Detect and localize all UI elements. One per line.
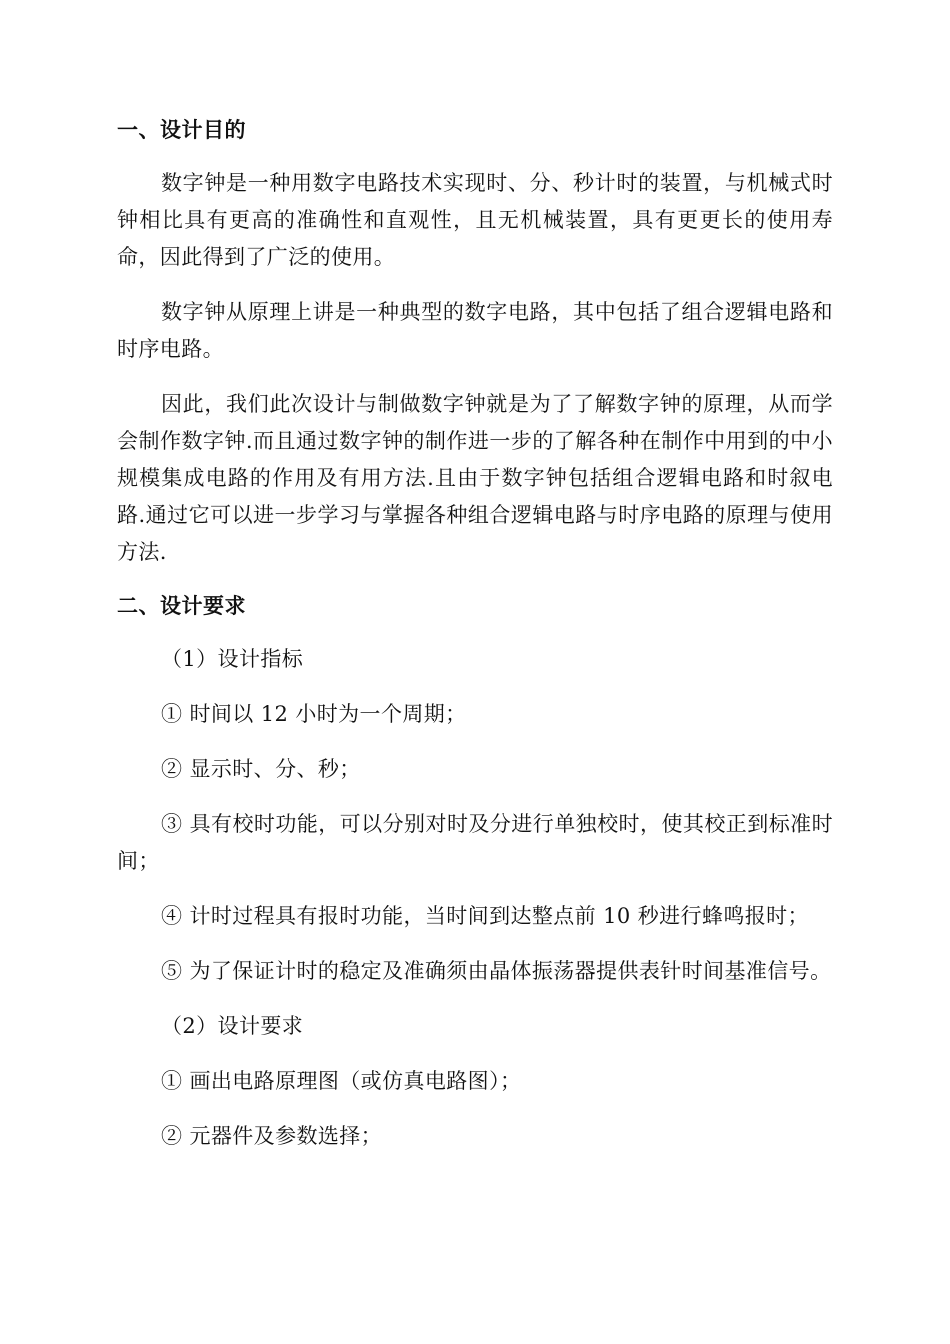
section-heading-design-requirements: 二、设计要求 [117, 594, 246, 618]
list-item: ① 画出电路原理图（或仿真电路图）； [161, 1069, 522, 1093]
list-item: ② 显示时、分、秒； [161, 757, 361, 781]
paragraph-2: 数字钟从原理上讲是一种典型的数字电路，其中包括了组合逻辑电路和时序电路。 [117, 300, 833, 361]
list-item: ③ 具有校时功能，可以分别对时及分进行单独校时，使其校正到标准时间； [117, 812, 833, 873]
paragraph-1: 数字钟是一种用数字电路技术实现时、分、秒计时的装置，与机械式时钟相比具有更高的准确性和直观性，且无机械装置，具有更更长的使用寿命，因此得到了广泛的使用。 [117, 171, 833, 269]
list-item: ④ 计时过程具有报时功能，当时间到达整点前 10 秒进行蜂鸣报时； [161, 904, 809, 928]
list-item: ① 时间以 12 小时为一个周期； [161, 702, 467, 726]
subsection-title-requirements: （2）设计要求 [161, 1014, 304, 1038]
list-item: ⑤ 为了保证计时的稳定及准确须由晶体振荡器提供表针时间基准信号。 [161, 959, 832, 983]
subsection-title-indicators: （1）设计指标 [161, 647, 304, 671]
document-body [117, 113, 833, 1173]
section-heading-design-purpose: 一、设计目的 [117, 118, 246, 142]
list-item: ② 元器件及参数选择； [161, 1124, 383, 1148]
paragraph-3: 因此，我们此次设计与制做数字钟就是为了了解数字钟的原理，从而学会制作数字钟.而且通过数字钟的制作进一步的了解各种在制作中用到的中小规模集成电路的作用及有用方法.且由于数字钟包括组合逻辑电路和时叙电路.通过它可以进一步学习与掌握各种组合逻辑电路与时序电路的原理与使用方法. [117, 392, 833, 564]
